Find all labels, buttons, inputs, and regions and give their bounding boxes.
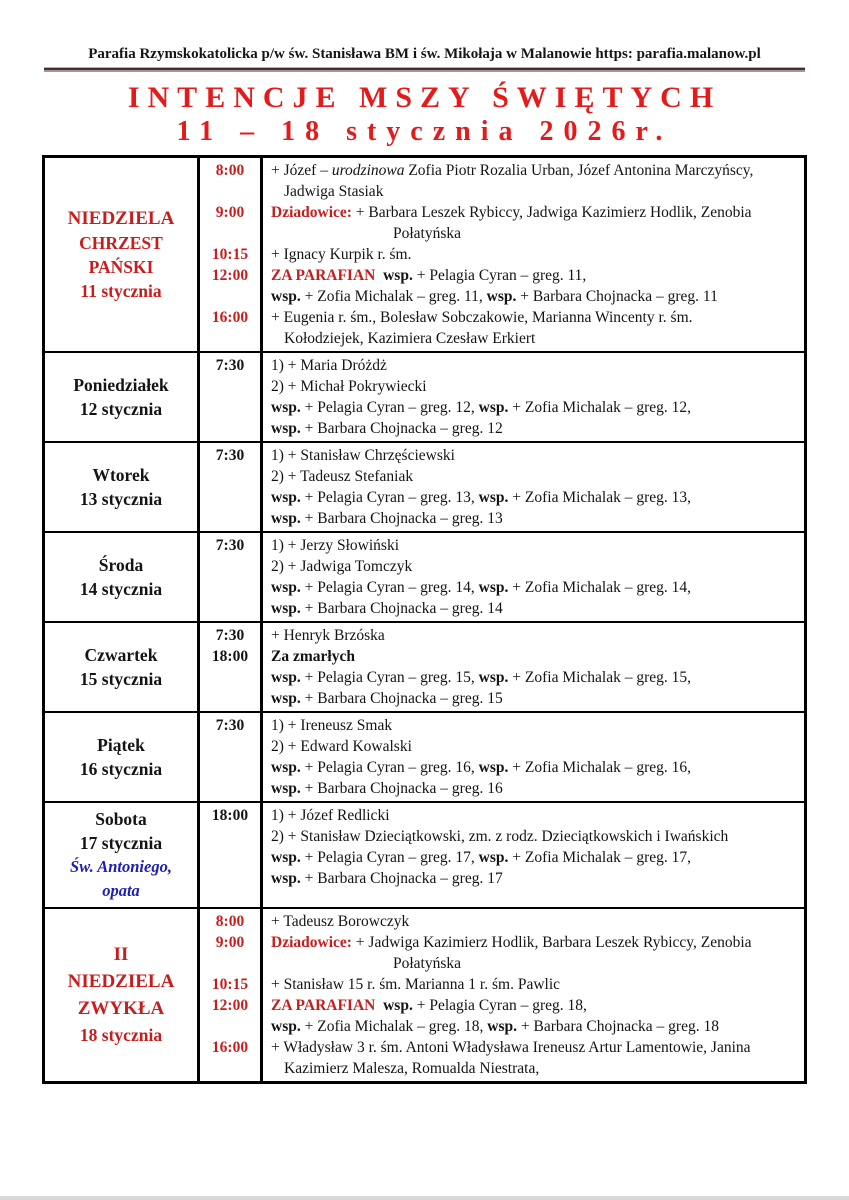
text-segment: + Zofia Michalak – greg. 16, [508,759,692,776]
time-cell: 7:30 [215,717,245,734]
text-segment: + Ignacy Kurpik r. śm. [271,246,412,263]
text-segment [375,997,383,1014]
mass-intentions-table [42,155,807,1084]
intentions-column [260,533,804,621]
row-lines [200,533,804,621]
intention-line [263,223,804,244]
time-cell [200,847,260,868]
time-cell: 12:00 [211,997,249,1014]
time-cell [200,418,260,439]
text-segment: urodzinowa [331,162,405,179]
intention-line [263,160,804,181]
page-date-range: 11 – 18 stycznia 2026r. [176,116,673,147]
table-row [45,443,804,533]
text-segment: ZA PARAFIAN [271,997,376,1014]
time-cell: 8:00 [215,162,245,179]
day-line: II [113,944,129,965]
text-segment: + Pelagia Cyran – greg. 18, [412,997,587,1014]
table-row [45,713,804,803]
text-segment: + Barbara Chojnacka – greg. 18 [516,1018,719,1035]
time-column [200,623,260,711]
time-cell: 16:00 [211,1039,249,1056]
text-segment: + Zofia Michalak – greg. 15, [508,669,692,686]
time-cell [200,328,260,349]
text-segment: + Henryk Brzóska [271,627,385,644]
text-segment: + Zofia Michalak – greg. 11, [300,288,487,305]
day-line: Piątek [97,735,145,755]
day-label [80,463,162,511]
text-segment: wsp. [271,510,301,527]
time-cell: 7:30 [215,447,245,464]
day-line: PAŃSKI [88,256,154,277]
text-segment: + Eugenia r. śm., Bolesław Sobczakowie, Marianna Wincenty r. śm. [271,309,693,326]
header-divider-rule [44,67,805,72]
day-cell [45,353,200,441]
time-cell [200,181,260,202]
text-segment: 2) + Michał Pokrywiecki [271,378,427,395]
intention-line [263,911,804,932]
day-line: NIEDZIELA [67,207,175,229]
text-segment: Kołodziejek, Kazimiera Czesław Erkiert [284,330,536,347]
time-column [200,533,260,621]
row-lines [200,803,804,907]
text-segment: + Władysław 3 r. śm. Antoni Władysława Ireneusz Artur Lamentowie, Janina [271,1039,751,1056]
day-cell [45,803,200,907]
text-segment: 1) + Jerzy Słowiński [271,537,399,554]
text-segment: + Pelagia Cyran – greg. 11, [412,267,587,284]
table-row [45,803,804,909]
text-segment: + Barbara Chojnacka – greg. 16 [300,780,503,797]
intention-line [263,445,804,466]
time-cell [200,1016,260,1037]
text-segment: + Pelagia Cyran – greg. 15, [300,669,479,686]
day-cell [45,909,200,1081]
day-line: Wtorek [92,465,150,485]
day-label [80,643,162,691]
text-segment: wsp. [478,399,509,416]
day-line: 12 stycznia [79,399,163,419]
intention-line [263,1037,804,1058]
text-segment: 2) + Stanisław Dzieciątkowski, zm. z rodz. Dzieciątkowskich i Iwańskich [271,828,729,845]
day-cell [45,713,200,801]
row-lines [200,353,804,441]
intention-line [263,202,804,223]
time-cell: 16:00 [211,309,249,326]
intention-line [263,556,804,577]
text-segment: wsp. [271,288,301,305]
day-line: Czwartek [84,645,158,665]
time-cell: 10:15 [211,976,249,993]
text-segment: wsp. [271,1018,301,1035]
text-segment: + Zofia Michalak – greg. 13, [508,489,692,506]
text-segment: 1) + Maria Dróżdż [271,357,387,374]
text-segment: 2) + Jadwiga Tomczyk [271,558,413,575]
text-segment: + Tadeusz Borowczyk [271,913,410,930]
table-row [45,623,804,713]
page-title: INTENCJE MSZY ŚWIĘTYCH [127,81,722,114]
text-segment: + Barbara Chojnacka – greg. 11 [516,288,718,305]
intention-line [263,508,804,529]
time-cell [200,953,260,974]
time-cell: 9:00 [215,204,245,221]
time-cell: 10:15 [211,246,249,263]
parish-header-line: Parafia Rzymskokatolicka p/w św. Stanisława BM i św. Mikołaja w Malanowie https: parafia.malanow.pl [88,46,761,62]
text-segment: + Jadwiga Kazimierz Hodlik, Barbara Leszek Rybiccy, Zenobia [351,934,752,951]
text-segment: + Pelagia Cyran – greg. 14, [300,579,479,596]
row-lines [200,713,804,801]
text-segment: 2) + Tadeusz Stefaniak [271,468,414,485]
text-segment: + Barbara Chojnacka – greg. 15 [300,690,503,707]
intentions-column [260,353,804,441]
intention-line [263,418,804,439]
day-line: 15 stycznia [79,669,163,689]
time-cell [200,397,260,418]
intention-line [263,847,804,868]
text-segment: 1) + Józef Redlicki [271,807,390,824]
text-segment: + Barbara Chojnacka – greg. 12 [300,420,503,437]
intention-line [263,932,804,953]
day-line: Sobota [95,809,147,829]
text-segment: 1) + Stanisław Chrzęściewski [271,447,455,464]
time-cell [200,223,260,244]
time-cell: 8:00 [215,913,245,930]
intention-line [263,265,804,286]
intention-line [263,1058,804,1079]
day-label [68,941,175,1049]
intention-line [263,577,804,598]
time-cell [200,667,260,688]
intention-line [263,974,804,995]
intention-line [263,757,804,778]
time-column [200,713,260,801]
text-segment: wsp. [478,579,509,596]
text-segment: wsp. [478,759,509,776]
text-segment: wsp. [271,870,301,887]
time-cell: 18:00 [211,648,249,665]
time-cell [200,1058,260,1079]
day-cell [45,533,200,621]
intention-line [263,307,804,328]
day-cell [45,158,200,351]
day-line: CHRZEST [79,232,163,253]
day-line: opata [102,881,140,900]
text-segment: wsp. [478,489,509,506]
intention-line [263,715,804,736]
text-segment: wsp. [271,579,301,596]
intention-line [263,466,804,487]
text-segment: + Zofia Michalak – greg. 12, [508,399,692,416]
text-segment: wsp. [487,1018,517,1035]
text-segment: wsp. [271,399,301,416]
intention-line [263,286,804,307]
table-row [45,909,804,1081]
day-line: 17 stycznia [79,833,163,853]
text-segment: + Zofia Michalak – greg. 14, [508,579,692,596]
text-segment [375,267,383,284]
day-line: 11 stycznia [80,280,162,301]
time-cell [200,487,260,508]
text-segment: wsp. [271,600,301,617]
day-line: 14 stycznia [79,579,163,599]
text-segment: Kazimierz Malesza, Romualda Niestrata, [284,1060,540,1077]
intention-line [263,355,804,376]
intention-line [263,778,804,799]
intention-line [263,688,804,709]
intention-line [263,953,804,974]
day-line: ZWYKŁA [77,998,165,1019]
intention-line [263,826,804,847]
intention-line [263,535,804,556]
text-segment: + Stanisław 15 r. śm. Marianna 1 r. śm. Pawlic [271,976,561,993]
text-segment: + Pelagia Cyran – greg. 12, [300,399,479,416]
day-label [70,807,172,903]
time-column [200,803,260,907]
text-segment: + Barbara Chojnacka – greg. 14 [300,600,503,617]
text-segment: wsp. [271,420,301,437]
day-line: Środa [98,555,144,575]
row-lines [200,158,804,351]
row-lines [200,623,804,711]
time-cell: 18:00 [211,807,249,824]
intention-line [263,736,804,757]
text-segment: wsp. [271,669,301,686]
text-segment: + Pelagia Cyran – greg. 16, [300,759,479,776]
time-cell [200,757,260,778]
scan-bottom-edge [0,1196,849,1200]
intention-line [263,487,804,508]
day-line: 13 stycznia [79,489,163,509]
intention-line [263,805,804,826]
time-cell [200,376,260,397]
time-cell: 9:00 [215,934,245,951]
text-segment: wsp. [271,759,301,776]
row-lines [200,909,804,1081]
time-cell: 7:30 [215,357,245,374]
intention-line [263,995,804,1016]
time-column [200,443,260,531]
day-line: 18 stycznia [79,1025,163,1045]
text-segment: Dziadowice: [271,204,352,221]
text-segment: wsp. [478,849,509,866]
intention-line [263,181,804,202]
text-segment: + Pelagia Cyran – greg. 13, [300,489,479,506]
day-label [73,373,168,421]
intentions-column [260,803,804,907]
text-segment: wsp. [271,489,301,506]
day-cell [45,623,200,711]
day-line: Poniedziałek [73,375,169,395]
intentions-column [260,443,804,531]
time-cell [200,577,260,598]
intention-line [263,244,804,265]
intentions-column [260,158,804,351]
time-column [200,909,260,1081]
text-segment: wsp. [486,288,517,305]
table-row [45,158,804,353]
text-segment: 1) + Ireneusz Smak [271,717,393,734]
intention-line [263,667,804,688]
intention-line [263,328,804,349]
text-segment: Za zmarłych [271,648,355,665]
text-segment: wsp. [383,997,413,1014]
day-line: Św. Antoniego, [70,857,172,876]
text-segment: ZA PARAFIAN [271,267,376,284]
time-cell: 7:30 [215,537,245,554]
time-cell [200,466,260,487]
intentions-column [260,909,804,1081]
intention-line [263,1016,804,1037]
time-cell: 12:00 [211,267,249,284]
row-lines [200,443,804,531]
intention-line [263,598,804,619]
time-cell [200,508,260,529]
intentions-column [260,623,804,711]
time-cell [200,778,260,799]
day-label [68,207,175,303]
day-label [80,733,162,781]
intention-line [263,646,804,667]
text-segment: wsp. [271,780,301,797]
time-cell [200,556,260,577]
text-segment: + Pelagia Cyran – greg. 17, [300,849,479,866]
day-label [80,553,162,601]
table-row [45,533,804,623]
intentions-column [260,713,804,801]
text-segment: wsp. [271,849,301,866]
table-row [45,353,804,443]
time-column [200,158,260,351]
text-segment: 2) + Edward Kowalski [271,738,412,755]
intention-line [263,868,804,889]
day-line: NIEDZIELA [67,971,175,992]
text-segment: Połatyńska [393,225,462,242]
text-segment: wsp. [271,690,301,707]
intention-line [263,397,804,418]
text-segment: wsp. [383,267,413,284]
time-cell [200,286,260,307]
time-cell [200,868,260,889]
time-cell [200,688,260,709]
time-cell [200,826,260,847]
text-segment: wsp. [478,669,509,686]
text-segment: + Józef – [271,162,332,179]
text-segment: + Barbara Chojnacka – greg. 17 [300,870,503,887]
text-segment: Dziadowice: [271,934,352,951]
time-cell [200,598,260,619]
text-segment: Jadwiga Stasiak [284,183,384,200]
time-cell: 7:30 [215,627,245,644]
time-cell [200,736,260,757]
day-cell [45,443,200,531]
text-segment: + Barbara Chojnacka – greg. 13 [300,510,503,527]
time-column [200,353,260,441]
text-segment: + Zofia Michalak – greg. 17, [508,849,692,866]
text-segment: + Barbara Leszek Rybiccy, Jadwiga Kazimierz Hodlik, Zenobia [351,204,752,221]
intention-line [263,625,804,646]
intention-line [263,376,804,397]
day-line: 16 stycznia [79,759,163,779]
text-segment: Zofia Piotr Rozalia Urban, Józef Antonina Marczyńscy, [404,162,754,179]
text-segment: Połatyńska [393,955,462,972]
text-segment: + Zofia Michalak – greg. 18, [300,1018,488,1035]
